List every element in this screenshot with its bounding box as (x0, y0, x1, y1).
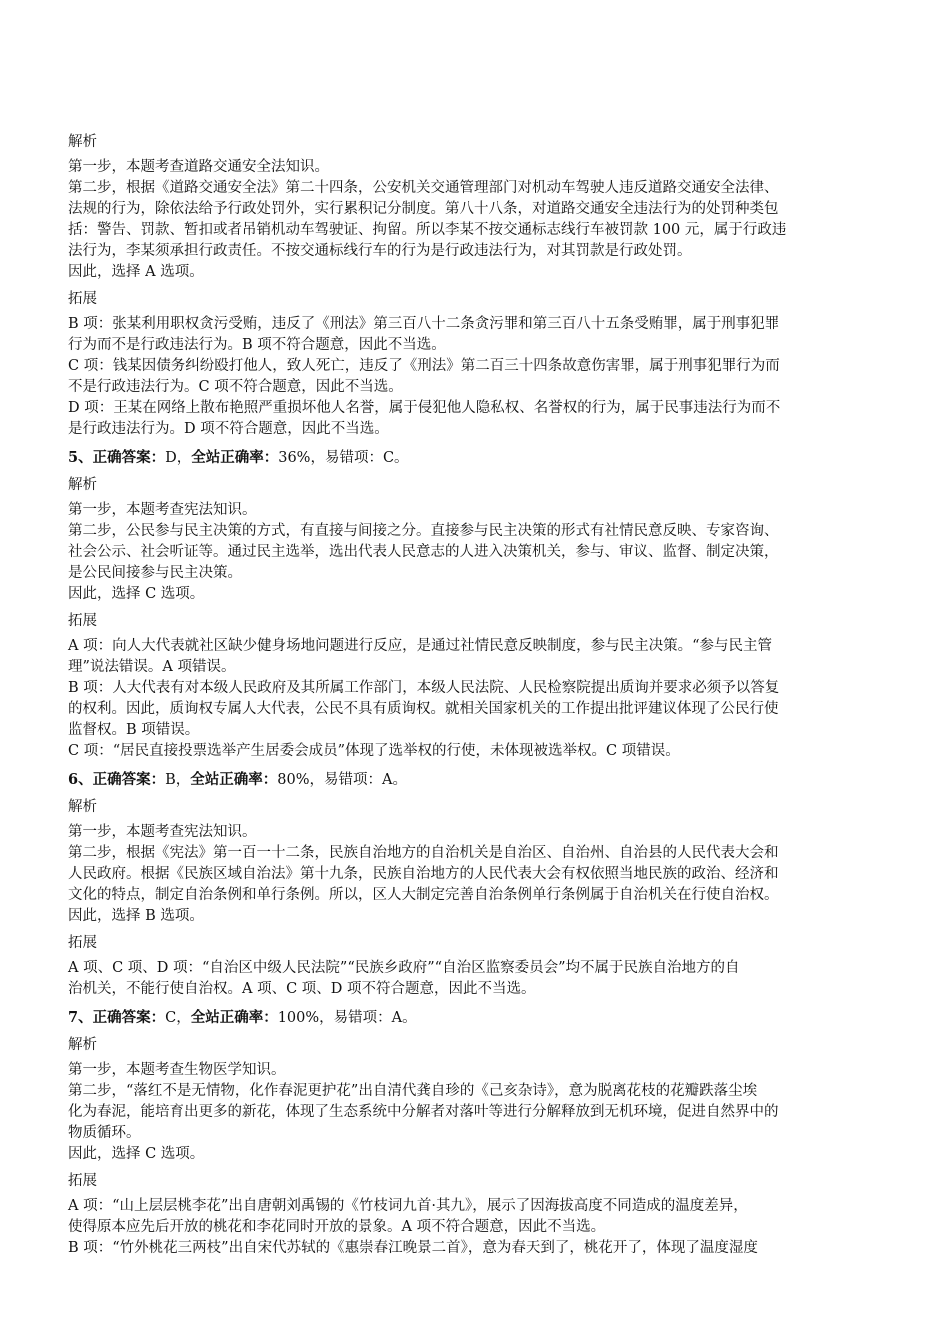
text-line: 文化的特点，制定自治条例和单行条例。所以，区人大制定完善自治条例单行条例属于自治机关在行使自治权。 (68, 887, 779, 903)
text-line: 理”说法错误。A 项错误。 (68, 659, 236, 675)
answer-value: C， (165, 1010, 191, 1026)
accuracy-label: 全站正确率： (190, 1009, 278, 1026)
text-line: A 项：向人大代表就社区缺少健身场地问题进行反应，是通过社情民意反映制度，参与民主决策。“参与民主管 (68, 638, 772, 654)
question-answer-heading (68, 447, 886, 469)
accuracy-value: 100%，易错项：A。 (277, 1010, 417, 1026)
text-line: 治机关，不能行使自治权。A 项、C 项、D 项不符合题意，因此不当选。 (68, 981, 536, 997)
accuracy-label: 全站正确率： (191, 449, 279, 466)
text-line: B 项：人大代表有对本级人民政府及其所属工作部门，本级人民法院、人民检察院提出质询并要求必须予以答复 (68, 680, 780, 696)
text-line: A 项：“山上层层桃李花”出自唐朝刘禹锡的《竹枝词九首·其九》，展示了因海拔高度不同造成的温度差异， (68, 1198, 748, 1214)
analysis-label: 解析 (68, 134, 97, 150)
answer-label: 正确答案： (92, 449, 166, 466)
accuracy-label: 全站正确率： (190, 771, 278, 788)
answer-value: B， (165, 772, 191, 788)
text-line: 第二步，根据《宪法》第一百一十二条，民族自治地方的自治机关是自治区、自治州、自治县的人民代表大会和 (68, 845, 779, 861)
text-line: 因此，选择 C 选项。 (68, 1146, 205, 1162)
text-line: 是行政违法行为。D 项不符合题意，因此不当选。 (68, 421, 389, 437)
text-line: 使得原本应先后开放的桃花和李花同时开放的景象。A 项不符合题意，因此不当选。 (68, 1219, 606, 1235)
text-line: C 项：“居民直接投票选举产生居委会成员”体现了选举权的行使，未体现被选举权。C 项错误。 (68, 743, 680, 759)
text-line: 监督权。B 项错误。 (68, 722, 200, 738)
answer-value: D， (165, 450, 192, 466)
question-answer-heading (68, 1007, 886, 1029)
question-number: 7、 (68, 1009, 93, 1026)
text-line: 第一步，本题考查生物医学知识。 (68, 1062, 286, 1078)
text-line: 因此，选择 A 选项。 (68, 264, 204, 280)
text-line: 是公民间接参与民主决策。 (68, 565, 242, 581)
text-line: 的权利。因此，质询权专属人大代表，公民不具有质询权。就相关国家机关的工作提出批评建议体现了公民行使 (68, 701, 779, 717)
text-line: B 项：张某利用职权贪污受贿，违反了《刑法》第三百八十二条贪污罪和第三百八十五条受贿罪，属于刑事犯罪 (68, 316, 780, 332)
text-line: 第一步，本题考查道路交通安全法知识。 (68, 159, 329, 175)
extension-label: 拓展 (68, 291, 97, 307)
extension-label: 拓展 (68, 1173, 97, 1189)
accuracy-value: 80%，易错项：A。 (277, 772, 407, 788)
text-line: 人民政府。根据《民族区域自治法》第十九条，民族自治地方的人民代表大会有权依照当地民族的政治、经济和 (68, 866, 779, 882)
question-number: 5、 (68, 449, 93, 466)
text-line: 法行为，李某须承担行政责任。不按交通标线行车的行为是行政违法行为，对其罚款是行政处罚。 (68, 243, 692, 259)
analysis-label: 解析 (68, 1037, 97, 1053)
text-line: 第一步，本题考查宪法知识。 (68, 502, 257, 518)
extension-label: 拓展 (68, 935, 97, 951)
question-answer-heading (68, 769, 886, 791)
text-line: 因此，选择 C 选项。 (68, 586, 205, 602)
text-line: C 项：钱某因债务纠纷殴打他人，致人死亡，违反了《刑法》第二百三十四条故意伤害罪，属于刑事犯罪行为而 (68, 358, 780, 374)
answer-label: 正确答案： (92, 771, 166, 788)
text-line: 括：警告、罚款、暂扣或者吊销机动车驾驶证、拘留。所以李某不按交通标志线行车被罚款 100 元，属于行政违 (68, 222, 787, 238)
analysis-label: 解析 (68, 799, 97, 815)
text-line: 化为春泥，能培育出更多的新花，体现了生态系统中分解者对落叶等进行分解释放到无机环境，促进自然界中的 (68, 1104, 779, 1120)
text-line: 第二步，根据《道路交通安全法》第二十四条，公安机关交通管理部门对机动车驾驶人违反道路交通安全法律、 (68, 180, 779, 196)
extension-label: 拓展 (68, 613, 97, 629)
text-line: 第一步，本题考查宪法知识。 (68, 824, 257, 840)
document-page (68, 126, 886, 1259)
text-line: 法规的行为，除依法给予行政处罚外，实行累积记分制度。第八十八条，对道路交通安全违法行为的处罚种类包 (68, 201, 779, 217)
answer-label: 正确答案： (92, 1009, 166, 1026)
analysis-label: 解析 (68, 477, 97, 493)
text-line: 不是行政违法行为。C 项不符合题意，因此不当选。 (68, 379, 403, 395)
text-line: A 项、C 项、D 项：“自治区中级人民法院”“民族乡政府”“自治区监察委员会”均不属于民族自治地方的自 (68, 960, 740, 976)
text-line: 因此，选择 B 选项。 (68, 908, 204, 924)
text-line: 社会公示、社会听证等。通过民主选举，选出代表人民意志的人进入决策机关，参与、审议、监督、制定决策， (68, 544, 779, 560)
text-line: 第二步，公民参与民主决策的方式，有直接与间接之分。直接参与民主决策的形式有社情民意反映、专家咨询、 (68, 523, 779, 539)
text-line: 行为而不是行政违法行为。B 项不符合题意，因此不当选。 (68, 337, 446, 353)
text-line: B 项：“竹外桃花三两枝”出自宋代苏轼的《惠崇春江晚景二首》，意为春天到了，桃花开了，体现了温度湿度 (68, 1240, 758, 1256)
accuracy-value: 36%，易错项：C。 (278, 450, 409, 466)
text-line: 物质循环。 (68, 1125, 141, 1141)
text-line: D 项：王某在网络上散布艳照严重损坏他人名誉，属于侵犯他人隐私权、名誉权的行为，属于民事违法行为而不 (68, 400, 781, 416)
text-line: 第二步，“落红不是无情物，化作春泥更护花”出自清代龚自珍的《己亥杂诗》，意为脱离花枝的花瓣跌落尘埃 (68, 1083, 758, 1099)
question-number: 6、 (68, 771, 93, 788)
